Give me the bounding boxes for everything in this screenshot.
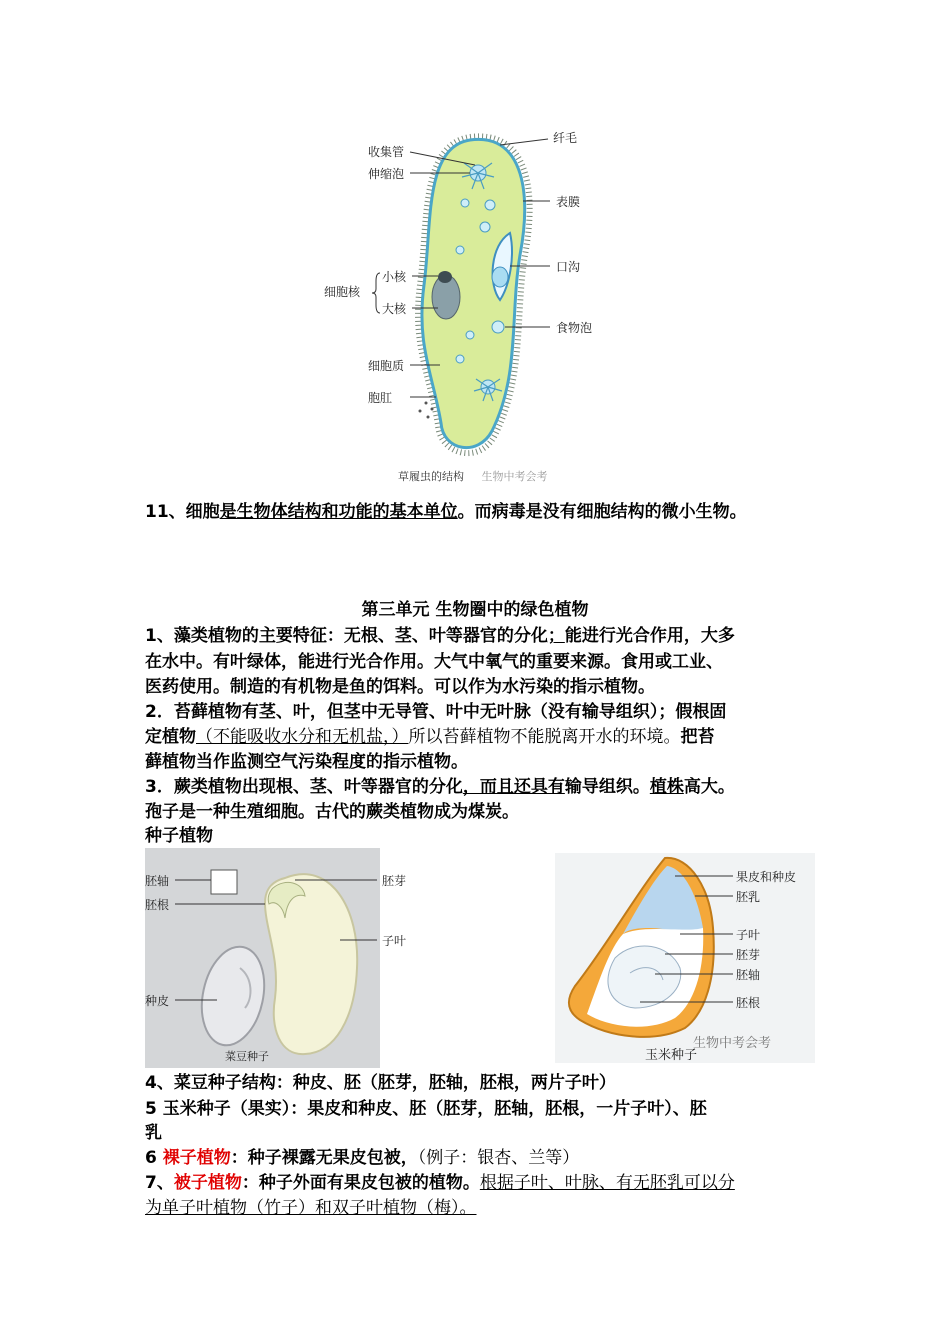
p3-line2: 孢子是一种生殖细胞。古代的蕨类植物成为煤炭。 — [145, 802, 519, 822]
bean-label-seed-coat: 种皮 — [145, 994, 170, 1008]
p2-line3: 藓植物当作监测空气污染程度的指示植物。 — [145, 752, 468, 772]
paragraph-6: 6 裸子植物：种子裸露无果皮包被，（例子：银杏、兰等） — [145, 1148, 580, 1168]
corn-seed-figure — [555, 848, 815, 1068]
corn-label-plumule: 胚芽 — [736, 948, 761, 962]
seed-plants-heading: 种子植物 — [145, 826, 213, 846]
p5-line1: 5 玉米种子（果实）：果皮和种皮、胚（胚芽，胚轴，胚根，一片子叶）、胚 — [145, 1099, 707, 1119]
bean-seed-illustration — [145, 848, 415, 1068]
corn-label-hypocotyl: 胚轴 — [736, 968, 761, 982]
figure1-caption: 草履虫的结构 生物中考会考 — [398, 470, 548, 483]
p3-line1: 3．蕨类植物出现根、茎、叶等器官的分化，而且还具有输导组织。植株高大。 — [145, 777, 735, 797]
paragraph-4: 4、菜豆种子结构：种皮、胚（胚芽，胚轴，胚根，两片子叶） — [145, 1073, 616, 1093]
bean-label-plumule: 胚芽 — [382, 874, 407, 888]
p2-line1: 2．苔藓植物有茎、叶，但茎中无导管、叶中无叶脉（没有输导组织）；假根固 — [145, 702, 727, 722]
label-pellicle: 表膜 — [556, 195, 581, 209]
label-anal-pore: 胞肛 — [368, 391, 393, 405]
p7-line1: 7、被子植物：种子外面有果皮包被的植物。根据子叶、叶脉、有无胚乳可以分 — [145, 1173, 735, 1193]
label-micronucleus: 小核 — [382, 270, 407, 284]
label-nucleus: 细胞核 — [324, 285, 361, 299]
corn-watermark: 生物中考会考 — [693, 1036, 772, 1051]
bean-label-cotyledon: 子叶 — [382, 934, 407, 948]
p5-line2: 乳 — [145, 1123, 162, 1143]
paramecium-figure — [320, 125, 620, 495]
paragraph-11: 11、细胞是生物体结构和功能的基本单位。而病毒是没有细胞结构的微小生物。 — [145, 502, 747, 522]
corn-label-cotyledon: 子叶 — [736, 928, 761, 942]
corn-label-endosperm: 胚乳 — [736, 890, 761, 904]
p1-line1: 1、藻类植物的主要特征：无根、茎、叶等器官的分化；能进行光合作用，大多 — [145, 626, 735, 646]
p7-line2: 为单子叶植物（竹子）和双子叶植物（梅）。 — [145, 1198, 477, 1218]
p2-line2: 定植物（不能吸收水分和无机盐，）所以苔藓植物不能脱离开水的环境。把苔 — [145, 727, 715, 747]
unit3-title: 第三单元 生物圈中的绿色植物 — [361, 600, 589, 620]
label-macronucleus: 大核 — [382, 302, 407, 316]
bean-caption: 菜豆种子 — [225, 1050, 269, 1063]
corn-caption: 玉米种子 — [645, 1048, 698, 1063]
label-cytoplasm: 细胞质 — [368, 359, 405, 373]
corn-label-radicle: 胚根 — [736, 996, 761, 1010]
label-oral-groove: 口沟 — [556, 260, 581, 274]
paramecium-illustration — [320, 125, 620, 495]
label-contractile-vacuole: 伸缩泡 — [368, 167, 405, 181]
label-collecting-canal: 收集管 — [368, 145, 405, 159]
bean-seed-figure — [145, 848, 415, 1068]
corn-label-pericarp: 果皮和种皮 — [736, 870, 797, 884]
label-cilia: 纤毛 — [553, 131, 578, 145]
p1-line3: 医药使用。制造的有机物是鱼的饵料。可以作为水污染的指示植物。 — [145, 677, 655, 697]
bean-label-hypocotyl: 胚轴 — [145, 874, 170, 888]
label-food-vacuole: 食物泡 — [556, 321, 593, 335]
p1-line2: 在水中。有叶绿体，能进行光合作用。大气中氧气的重要来源。食用或工业、 — [145, 652, 723, 672]
bean-label-radicle: 胚根 — [145, 898, 170, 912]
